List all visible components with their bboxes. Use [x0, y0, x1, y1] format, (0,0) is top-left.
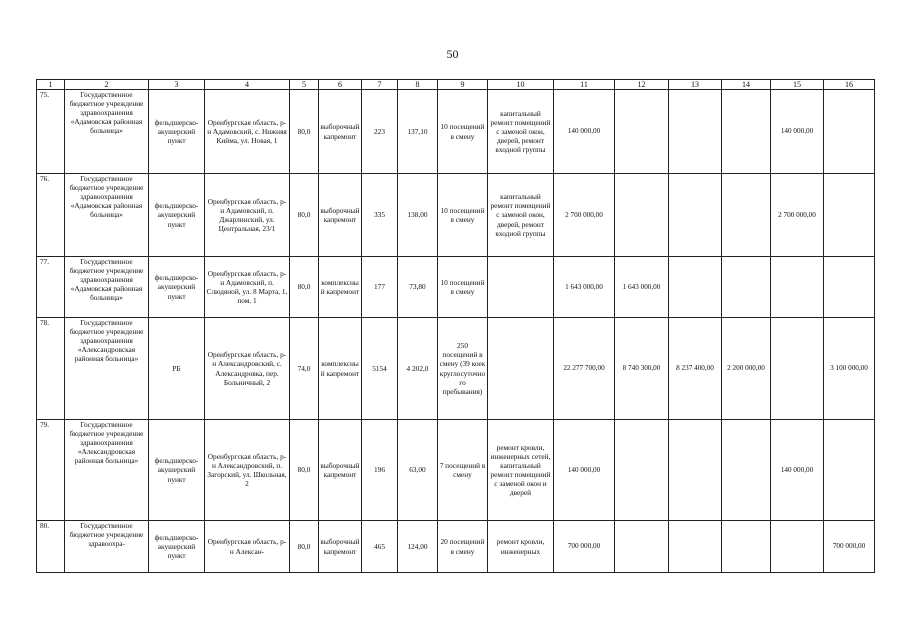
amount-cell-15 — [771, 257, 824, 318]
organization-cell: Государственное бюджетное учреждение здравоохранения «Адамовская районная больница» — [65, 174, 149, 257]
work-description-cell — [488, 318, 554, 420]
amount-cell-11: 140 000,00 — [554, 420, 615, 521]
work-description-cell: капитальный ремонт помещений с заменой окон, дверей, ремонт входной группы — [488, 90, 554, 174]
row-number: 78. — [37, 318, 65, 420]
capacity-cell: 250 посещений в смену (39 коек круглосуточного пребывания) — [438, 318, 488, 420]
value-cell-7: 177 — [362, 257, 398, 318]
facility-type-cell: РБ — [149, 318, 205, 420]
amount-cell-12: 8 740 300,00 — [615, 318, 669, 420]
row-number: 77. — [37, 257, 65, 318]
amount-cell-16 — [824, 420, 875, 521]
register-table — [36, 79, 875, 573]
amount-cell-11: 2 700 000,00 — [554, 174, 615, 257]
amount-cell-11: 700 000,00 — [554, 521, 615, 573]
amount-cell-16 — [824, 257, 875, 318]
wear-cell: 80,0 — [290, 90, 319, 174]
address-cell: Оренбургская область, р-н Адамовский, п. Слюдяной, ул. 8 Марта, 1, пом. 1 — [205, 257, 290, 318]
work-type-cell: выборочный капремонт — [319, 90, 362, 174]
wear-cell: 80,0 — [290, 257, 319, 318]
capacity-cell: 20 посещений в смену — [438, 521, 488, 573]
work-type-cell: комплексный капремонт — [319, 318, 362, 420]
facility-type-cell: фельдшерско-акушерский пункт — [149, 90, 205, 174]
address-cell: Оренбургская область, р-н Александровский, с. Александровка, пер. Больничный, 2 — [205, 318, 290, 420]
organization-cell: Государственное бюджетное учреждение здравоохранения «Александровская районная больница» — [65, 318, 149, 420]
amount-cell-14 — [722, 174, 771, 257]
work-type-cell: выборочный капремонт — [319, 521, 362, 573]
row-number: 79. — [37, 420, 65, 521]
amount-cell-13 — [669, 420, 722, 521]
amount-cell-12 — [615, 90, 669, 174]
amount-cell-16: 3 100 000,00 — [824, 318, 875, 420]
value-cell-7: 196 — [362, 420, 398, 521]
work-type-cell: комплексный капремонт — [319, 257, 362, 318]
address-cell: Оренбургская область, р-н Адамовский, п. Джарлинский, ул. Центральная, 23/1 — [205, 174, 290, 257]
amount-cell-13 — [669, 174, 722, 257]
facility-type-cell: фельдшерско-акушерский пункт — [149, 174, 205, 257]
amount-cell-11: 140 000,00 — [554, 90, 615, 174]
organization-cell: Государственное бюджетное учреждение здравоохранения «Адамовская районная больница» — [65, 257, 149, 318]
capacity-cell: 10 посещений в смену — [438, 174, 488, 257]
value-cell-8: 63,00 — [398, 420, 438, 521]
value-cell-8: 138,00 — [398, 174, 438, 257]
row-number: 75. — [37, 90, 65, 174]
amount-cell-15: 140 000,00 — [771, 420, 824, 521]
column-number: 2 — [65, 80, 149, 90]
address-cell: Оренбургская область, р-н Александровский, п. Загорский, ул. Школьная, 2 — [205, 420, 290, 521]
value-cell-8: 124,00 — [398, 521, 438, 573]
wear-cell: 80,0 — [290, 420, 319, 521]
address-cell: Оренбургская область, р-н Адамовский, с. Нижняя Кийма, ул. Новая, 1 — [205, 90, 290, 174]
amount-cell-16 — [824, 90, 875, 174]
column-number: 10 — [488, 80, 554, 90]
amount-cell-12 — [615, 521, 669, 573]
amount-cell-12: 1 643 000,00 — [615, 257, 669, 318]
table-row — [37, 90, 875, 174]
amount-cell-14 — [722, 420, 771, 521]
value-cell-7: 465 — [362, 521, 398, 573]
amount-cell-14 — [722, 257, 771, 318]
table-row — [37, 174, 875, 257]
amount-cell-13 — [669, 257, 722, 318]
facility-type-cell: фельдшерско-акушерский пункт — [149, 420, 205, 521]
value-cell-7: 223 — [362, 90, 398, 174]
work-type-cell: выборочный капремонт — [319, 420, 362, 521]
address-cell: Оренбургская область, р-н Алексан- — [205, 521, 290, 573]
column-number: 15 — [771, 80, 824, 90]
table-row — [37, 521, 875, 573]
column-number-row — [37, 80, 875, 90]
column-number: 6 — [319, 80, 362, 90]
organization-cell: Государственное бюджетное учреждение здравоохранения «Адамовская районная больница» — [65, 90, 149, 174]
column-number: 3 — [149, 80, 205, 90]
amount-cell-16: 700 000,00 — [824, 521, 875, 573]
column-number: 14 — [722, 80, 771, 90]
capacity-cell: 10 посещений в смену — [438, 90, 488, 174]
table-row — [37, 318, 875, 420]
amount-cell-14: 2 200 000,00 — [722, 318, 771, 420]
column-number: 9 — [438, 80, 488, 90]
value-cell-7: 5154 — [362, 318, 398, 420]
amount-cell-14 — [722, 521, 771, 573]
organization-cell: Государственное бюджетное учреждение здравоохранения «Александровская районная больница» — [65, 420, 149, 521]
capacity-cell: 10 посещений в смену — [438, 257, 488, 318]
amount-cell-13: 8 237 400,00 — [669, 318, 722, 420]
column-number: 8 — [398, 80, 438, 90]
amount-cell-15 — [771, 318, 824, 420]
column-number: 11 — [554, 80, 615, 90]
amount-cell-14 — [722, 90, 771, 174]
amount-cell-15: 2 700 000,00 — [771, 174, 824, 257]
work-description-cell: капитальный ремонт помещений с заменой окон, дверей, ремонт входной группы — [488, 174, 554, 257]
work-description-cell: ремонт кровли, инженерных — [488, 521, 554, 573]
amount-cell-11: 1 643 000,00 — [554, 257, 615, 318]
amount-cell-15: 140 000,00 — [771, 90, 824, 174]
capacity-cell: 7 посещений в смену — [438, 420, 488, 521]
amount-cell-16 — [824, 174, 875, 257]
column-number: 1 — [37, 80, 65, 90]
column-number: 5 — [290, 80, 319, 90]
value-cell-8: 4 202,0 — [398, 318, 438, 420]
row-number: 76. — [37, 174, 65, 257]
page-number: 50 — [446, 47, 459, 61]
value-cell-8: 73,80 — [398, 257, 438, 318]
wear-cell: 80,0 — [290, 521, 319, 573]
column-number: 7 — [362, 80, 398, 90]
amount-cell-12 — [615, 174, 669, 257]
amount-cell-12 — [615, 420, 669, 521]
work-description-cell: ремонт кровли, инженерных сетей, капитальный ремонт помещений с заменой окон и дверей — [488, 420, 554, 521]
column-number: 13 — [669, 80, 722, 90]
column-number: 12 — [615, 80, 669, 90]
amount-cell-11: 22 277 700,00 — [554, 318, 615, 420]
row-number: 80. — [37, 521, 65, 573]
work-description-cell — [488, 257, 554, 318]
amount-cell-13 — [669, 521, 722, 573]
value-cell-8: 137,10 — [398, 90, 438, 174]
facility-type-cell: фельдшерско-акушерский пункт — [149, 257, 205, 318]
column-number: 4 — [205, 80, 290, 90]
value-cell-7: 335 — [362, 174, 398, 257]
column-number: 16 — [824, 80, 875, 90]
amount-cell-15 — [771, 521, 824, 573]
facility-type-cell: фельдшерско-акушерский пункт — [149, 521, 205, 573]
table-row — [37, 257, 875, 318]
table-row — [37, 420, 875, 521]
work-type-cell: выборочный капремонт — [319, 174, 362, 257]
wear-cell: 80,0 — [290, 174, 319, 257]
wear-cell: 74,0 — [290, 318, 319, 420]
organization-cell: Государственное бюджетное учреждение здравоохра- — [65, 521, 149, 573]
amount-cell-13 — [669, 90, 722, 174]
